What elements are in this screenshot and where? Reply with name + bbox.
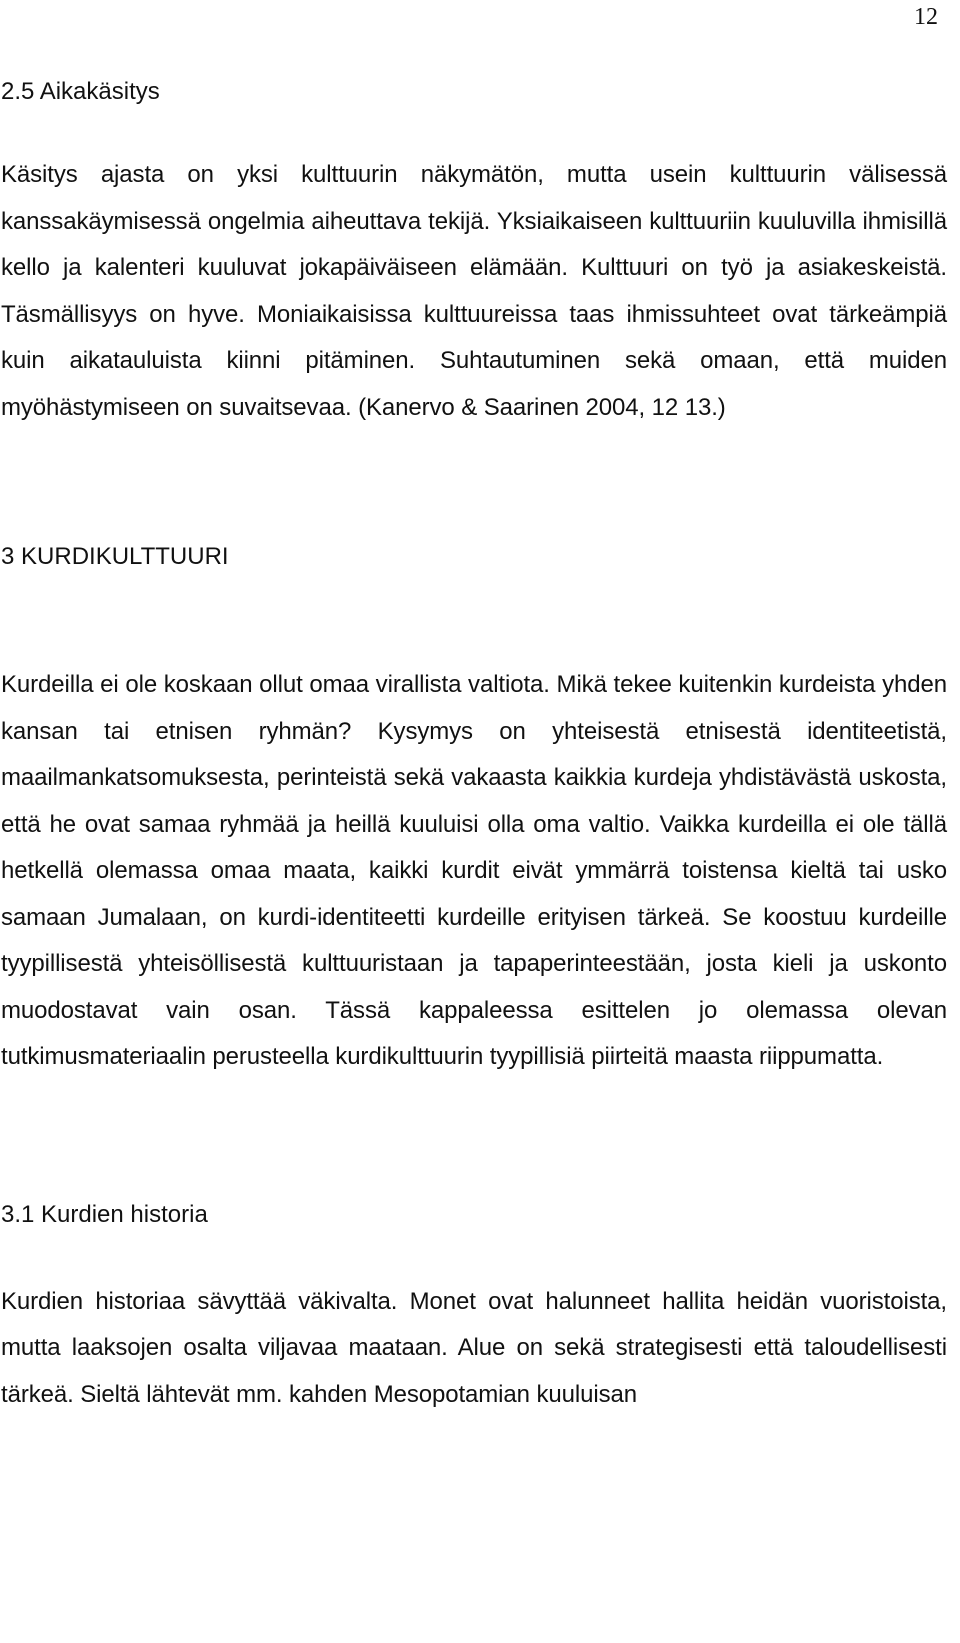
document-body [1,72,947,1418]
paragraph-aikakasitys: Käsitys ajasta on yksi kulttuurin näkymätön, mutta usein kulttuurin välisessä kanssakäymisessä ongelmia aiheuttava tekijä. Yksiaikaiseen kulttuuriin kuuluvilla ihmisillä kello ja kalenteri kuuluvat jokapäiväiseen elämään. Kulttuuri on työ ja asiakeskeistä. Täsmällisyys on hyve. Moniaikaisissa kulttuureissa taas ihmissuhteet ovat tärkeämpiä kuin aikatauluista kiinni pitäminen. Suhtautuminen sekä omaan, että muiden myöhästymiseen on suvaitsevaa. (Kanervo & Saarinen 2004, 12 13.) [1,161,947,421]
paragraph-kurdien-historia: Kurdien historiaa sävyttää väkivalta. Monet ovat halunneet hallita heidän vuoristoista, mutta laaksojen osalta viljavaa maataan. Alue on sekä strategisesti että taloudellisesti tärkeä. Sieltä lähtevät mm. kahden Mesopotamian kuuluisan [1,1287,947,1408]
paragraph-kurdikulttuuri: Kurdeilla ei ole koskaan ollut omaa virallista valtiota. Mikä tekee kuitenkin kurdeista yhden kansan tai etnisen ryhmän? Kysymys on yhteisestä etnisestä identiteetistä, maailmankatsomuksesta, perinteistä sekä vakaasta kaikkia kurdeja yhdistävästä uskosta, että he ovat samaa ryhmää ja heillä kuuluisi olla oma valtio. Vaikka kurdeilla ei ole tällä hetkellä olemassa omaa maata, kaikki kurdit eivät ymmärrä toistensa kieltä tai usko samaan Jumalaan, on kurdi-identiteetti kurdeille erityisen tärkeä. Se koostuu kurdeille tyypillisestä yhteisöllisestä kulttuuristaan ja tapaperinteestään, josta kieli ja uskonto muodostavat vain osan. Tässä kappaleessa esittelen jo olemassa olevan tutkimusmateriaalin perusteella kurdikulttuurin tyypillisiä piirteitä maasta riippumatta. [1,671,947,1070]
section-heading-aikakasitys: 2.5 Aikakäsitys [1,78,160,105]
section-heading-kurdien-historia: 3.1 Kurdien historia [1,1200,208,1228]
chapter-heading-kurdikulttuuri: 3 KURDIKULTTUURI [1,543,229,570]
page-number: 12 [914,4,938,30]
